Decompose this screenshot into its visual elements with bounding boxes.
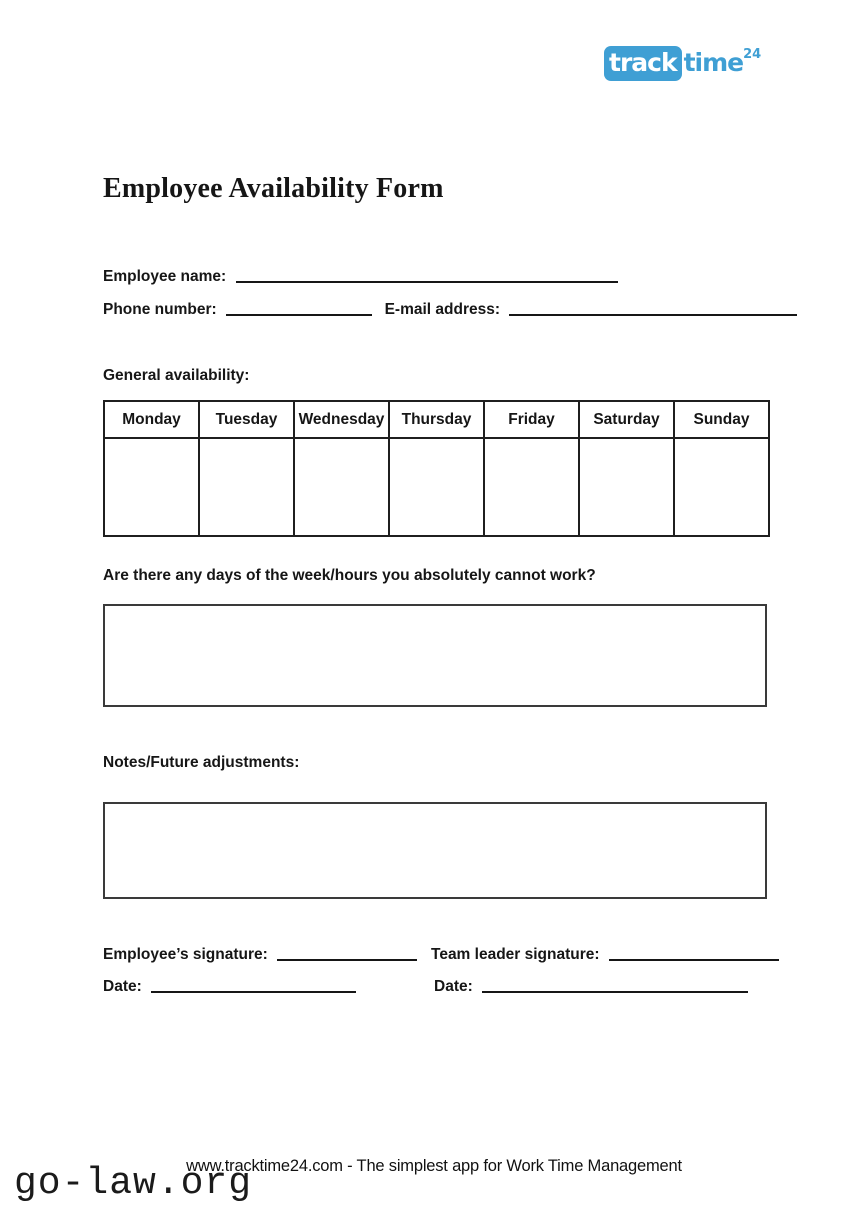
availability-header-row [104,401,769,438]
availability-cell-tuesday[interactable] [199,438,294,536]
employee-date-field[interactable] [151,979,356,993]
day-header-sunday: Sunday [674,401,769,438]
availability-cell-thursday[interactable] [389,438,484,536]
phone-number-label: Phone number: [103,301,217,318]
availability-cell-monday[interactable] [104,438,199,536]
day-header-wednesday: Wednesday [294,401,389,438]
day-header-thursday: Thursday [389,401,484,438]
email-address-label: E-mail address: [384,301,501,318]
tracktime24-logo [604,46,761,81]
general-availability-row [103,367,249,385]
logo-24-superscript: 24 [743,47,762,62]
availability-cell-friday[interactable] [484,438,579,536]
availability-table [103,400,770,537]
email-address-field[interactable] [509,302,797,316]
team-leader-signature-field[interactable] [609,947,779,961]
availability-entry-row [104,438,769,536]
employee-signature-row [103,946,417,964]
page-title: Employee Availability Form [103,173,444,204]
notes-answer-box[interactable] [103,802,767,899]
availability-cell-saturday[interactable] [579,438,674,536]
cannot-work-question: Are there any days of the week/hours you absolutely cannot work? [103,567,596,584]
day-header-saturday: Saturday [579,401,674,438]
availability-cell-sunday[interactable] [674,438,769,536]
employee-signature-label: Employee’s signature: [103,946,268,963]
cannot-work-answer-box[interactable] [103,604,767,707]
footer-tagline: www.tracktime24.com - The simplest app for Work Time Management [186,1157,682,1175]
day-header-monday: Monday [104,401,199,438]
notes-label: Notes/Future adjustments: [103,754,300,771]
team-leader-date-row [434,978,748,996]
day-header-tuesday: Tuesday [199,401,294,438]
employee-name-row [103,268,618,286]
go-law-watermark: go-law.org [14,1162,253,1205]
logo-track-badge: track [604,46,682,81]
employee-date-label: Date: [103,978,142,995]
employee-name-label: Employee name: [103,268,227,285]
availability-cell-wednesday[interactable] [294,438,389,536]
logo-time-text: time [683,48,744,77]
team-leader-signature-label: Team leader signature: [431,946,600,963]
team-leader-date-label: Date: [434,978,473,995]
team-leader-date-field[interactable] [482,979,748,993]
employee-signature-field[interactable] [277,947,417,961]
team-leader-signature-row [431,946,779,964]
day-header-friday: Friday [484,401,579,438]
notes-row [103,754,299,772]
employee-name-field[interactable] [236,269,618,283]
employee-date-row [103,978,356,996]
general-availability-label: General availability: [103,367,250,384]
phone-email-row [103,301,797,319]
phone-number-field[interactable] [226,302,372,316]
cannot-work-question-row [103,567,596,585]
